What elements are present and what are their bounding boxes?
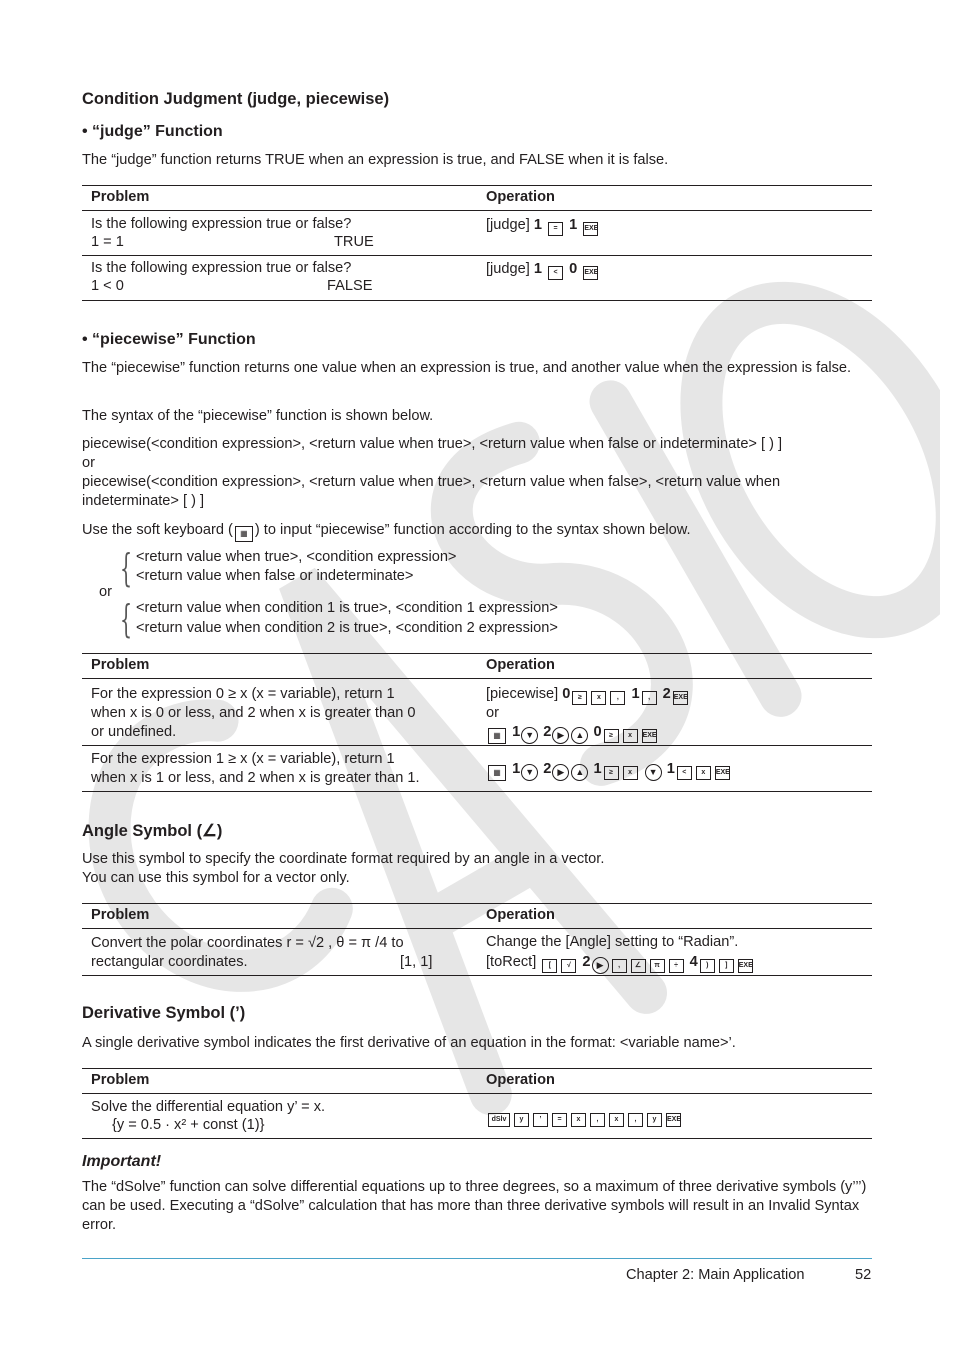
problem-line: Solve the differential equation y’ = x.	[91, 1099, 326, 1115]
y-key: y	[647, 1113, 662, 1127]
angle-key: ∠	[631, 959, 646, 973]
op-prefix: [piecewise]	[486, 686, 559, 702]
table-header	[82, 653, 872, 679]
close-bracket-key: ]	[719, 959, 734, 973]
section-title-angle-symbol: Angle Symbol (∠)	[82, 822, 223, 840]
header-operation: Operation	[486, 189, 555, 205]
table-row	[82, 929, 872, 976]
footer-divider	[82, 1258, 872, 1259]
problem-answer: [1, 1]	[400, 954, 433, 970]
operation-keys-alt: ▦ 1 ▼ 2 ▶ ▲ 0 ≥ x EXE	[486, 723, 659, 744]
section-title-condition-judgment: Condition Judgment (judge, piecewise)	[82, 90, 390, 108]
problem-line: when x is 0 or less, and 2 when x is greater than 0	[91, 705, 416, 721]
pi-key: π	[650, 959, 665, 973]
x-key: x	[591, 691, 606, 705]
table-row	[82, 211, 872, 256]
problem-line: rectangular coordinates.	[91, 954, 248, 970]
piecewise-syntax-2: piecewise(<condition expression>, <return value when true>, <return value when false>, <return value when indeterminate> [ ) ]	[82, 474, 781, 509]
table-row	[82, 256, 872, 301]
operation-keys	[486, 216, 600, 236]
table-header	[82, 1068, 872, 1094]
x-key: x	[623, 729, 638, 743]
right-arrow-icon: ▶	[552, 727, 569, 744]
sqrt-key: √	[561, 959, 576, 973]
derivative-description: A single derivative symbol indicates the first derivative of an equation in the format: <variable name>’.	[82, 1035, 736, 1051]
operation-keys: [toRect] [ √ 2 ▶ , ∠ π ÷ 4 ) ] EXE	[486, 953, 755, 974]
derivative-table	[82, 1068, 872, 1139]
op-prefix: [judge]	[486, 217, 530, 233]
x-key: x	[696, 766, 711, 780]
geq-key: ≥	[604, 729, 619, 743]
header-operation: Operation	[486, 657, 555, 673]
problem-question: Is the following expression true or false?	[91, 260, 352, 276]
soft-keyboard-note-post: ) to input “piecewise” function according to the syntax shown below.	[254, 522, 691, 538]
section-title-derivative-symbol: Derivative Symbol (’)	[82, 1004, 246, 1022]
brace2-line1: <return value when condition 1 is true>, <condition 1 expression>	[136, 600, 558, 616]
down-arrow-icon: ▼	[521, 727, 538, 744]
piecewise-template-icon: ▦	[488, 728, 506, 744]
down-arrow-icon: ▼	[521, 764, 538, 781]
close-paren-key: )	[700, 959, 715, 973]
comma-key: ,	[590, 1113, 605, 1127]
soft-keyboard-note	[82, 521, 872, 542]
problem-answer: FALSE	[327, 278, 373, 294]
y-key: y	[514, 1113, 529, 1127]
header-operation: Operation	[486, 907, 555, 923]
problem-line: For the expression 0 ≥ x (x = variable), return 1	[91, 686, 395, 702]
piecewise-template-icon: ▦	[488, 765, 506, 781]
problem-line: or undefined.	[91, 724, 177, 740]
left-brace-icon: {	[120, 597, 133, 641]
header-problem: Problem	[91, 1072, 150, 1088]
table-header	[82, 903, 872, 929]
x-key: x	[571, 1113, 586, 1127]
operation-line: Change the [Angle] setting to “Radian”.	[486, 934, 739, 950]
key-digit: 1	[533, 261, 543, 277]
piecewise-description: The “piecewise” function returns one value when an expression is true, and another value when the expression is false.	[82, 360, 852, 376]
angle-table	[82, 903, 872, 976]
header-problem: Problem	[91, 657, 150, 673]
dsolve-key: dSlv	[488, 1113, 510, 1127]
footer-chapter: Chapter 2: Main Application	[626, 1267, 805, 1283]
brace2-line2: <return value when condition 2 is true>, <condition 2 expression>	[136, 620, 558, 636]
problem-answer: TRUE	[334, 234, 374, 250]
header-problem: Problem	[91, 907, 150, 923]
problem-line: when x is 1 or less, and 2 when x is greater than 1.	[91, 770, 420, 786]
exe-key: EXE	[583, 222, 598, 236]
open-bracket-key: [	[542, 959, 557, 973]
geq-key: ≥	[604, 766, 619, 780]
brace-or: or	[99, 584, 112, 600]
comma-key: ,	[628, 1113, 643, 1127]
brace1-line1: <return value when true>, <condition expression>	[136, 549, 457, 565]
table-row	[82, 679, 872, 746]
operation-keys: ▦ 1 ▼ 2 ▶ ▲ 1 ≥ x ▼ 1 < x EXE	[486, 760, 732, 781]
geq-key: ≥	[572, 691, 587, 705]
down-arrow-icon: ▼	[645, 764, 662, 781]
x-key: x	[609, 1113, 624, 1127]
comma-key: ,	[610, 691, 625, 705]
exe-key: EXE	[666, 1113, 681, 1127]
angle-description-1: Use this symbol to specify the coordinate format required by an angle in a vector.	[82, 851, 605, 867]
problem-question: Is the following expression true or false?	[91, 216, 352, 232]
key-digit: 0	[569, 261, 578, 277]
footer-page-number: 52	[855, 1267, 872, 1283]
right-arrow-icon: ▶	[592, 957, 609, 974]
important-heading: Important!	[82, 1153, 162, 1170]
angle-description-2: You can use this symbol for a vector only.	[82, 870, 350, 886]
op-prefix: [toRect]	[486, 954, 537, 970]
prime-key: ’	[533, 1113, 548, 1127]
up-arrow-icon: ▲	[571, 764, 588, 781]
left-brace-icon: {	[120, 546, 133, 590]
comma-key: ,	[642, 691, 657, 705]
problem-line: Convert the polar coordinates r = √2 , θ = π /4 to	[91, 935, 404, 951]
table-row	[82, 1094, 872, 1139]
brace1-line2: <return value when false or indeterminate>	[136, 568, 414, 584]
exe-key: EXE	[715, 766, 730, 780]
header-problem: Problem	[91, 189, 150, 205]
soft-keyboard-note-pre: Use the soft keyboard (	[82, 522, 233, 538]
operation-keys: [piecewise] 0 ≥ x , 1 , 2 EXE	[486, 685, 690, 705]
right-arrow-icon: ▶	[552, 764, 569, 781]
exe-key: EXE	[583, 266, 598, 280]
exe-key: EXE	[673, 691, 688, 705]
equals-key: =	[548, 222, 563, 236]
piecewise-function-title: • “piecewise” Function	[82, 331, 256, 348]
key-digit: 1	[569, 217, 578, 233]
piecewise-syntax-or: or	[82, 455, 95, 471]
operation-keys	[486, 260, 600, 280]
table-header	[82, 185, 872, 211]
operation-keys	[486, 1107, 683, 1127]
piecewise-template-icon: ▦	[235, 526, 253, 542]
key-digit: 1	[533, 217, 543, 233]
comma-key: ,	[612, 959, 627, 973]
judge-function-title: • “judge” Function	[82, 123, 223, 140]
problem-expression: 1 = 1	[91, 234, 124, 250]
problem-expression: 1 < 0	[91, 278, 124, 294]
divide-key: ÷	[669, 959, 684, 973]
piecewise-syntax-intro: The syntax of the “piecewise” function is shown below.	[82, 408, 434, 424]
table-row	[82, 746, 872, 792]
judge-table	[82, 185, 872, 301]
equals-key: =	[552, 1113, 567, 1127]
op-prefix: [judge]	[486, 261, 530, 277]
x-key: x	[623, 766, 638, 780]
up-arrow-icon: ▲	[571, 727, 588, 744]
less-than-key: <	[548, 266, 563, 280]
problem-line: For the expression 1 ≥ x (x = variable), return 1	[91, 751, 395, 767]
exe-key: EXE	[642, 729, 657, 743]
exe-key: EXE	[738, 959, 753, 973]
operation-or: or	[486, 705, 499, 721]
problem-line: {y = 0.5 · x² + const (1)}	[112, 1117, 265, 1133]
judge-description: The “judge” function returns TRUE when an expression is true, and FALSE when it is false.	[82, 152, 669, 168]
less-than-key: <	[677, 766, 692, 780]
important-text: The “dSolve” function can solve differential equations up to three degrees, so a maximum of three derivative symbols (y’’’) can be used. Executing a “dSolve” calculation that has more than three derivative symbols will result in an Invalid Syntax error.	[82, 1179, 867, 1233]
piecewise-syntax-1: piecewise(<condition expression>, <return value when true>, <return value when false or indeterminate> [ ) ]	[82, 436, 783, 452]
header-operation: Operation	[486, 1072, 555, 1088]
piecewise-table	[82, 653, 872, 792]
